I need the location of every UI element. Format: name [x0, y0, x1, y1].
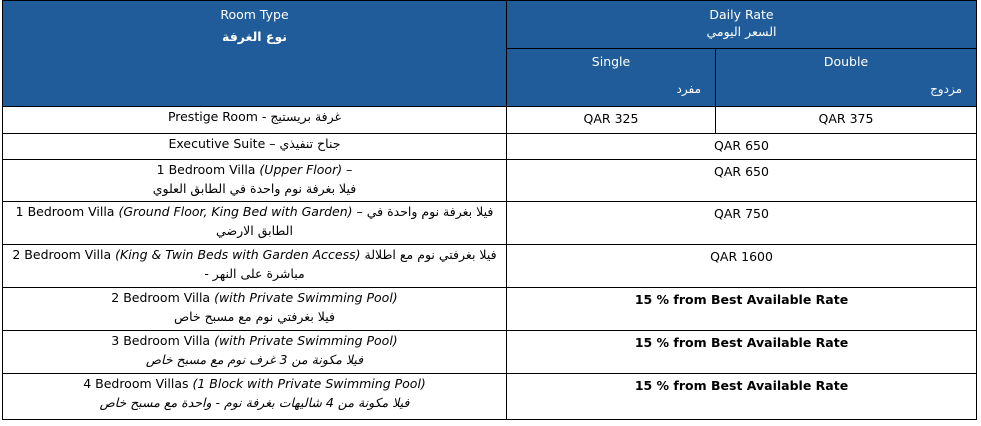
daily-rate-header-en: Daily Rate	[709, 7, 774, 22]
room-type-ar: فيلا بغرفتي نوم مع مسبح خاص	[173, 309, 335, 324]
room-type-ar: الطابق الارضي	[216, 223, 293, 238]
room-type-ar: مباشرة على النهر -	[204, 266, 305, 281]
room-type-cell	[3, 245, 507, 288]
rate-cell: QAR 650	[507, 160, 977, 202]
room-type-ar: فيلا مكونة من 4 شاليهات بغرفة نوم - واحدة مع مسبح خاص	[99, 395, 410, 410]
table-row	[3, 331, 977, 374]
room-type-en: 2 Bedroom Villa	[12, 247, 116, 262]
room-type-cell	[3, 160, 507, 202]
single-header-en: Single	[591, 54, 631, 69]
room-type-name: Prestige Room - غرفة بريستيج	[167, 109, 342, 124]
room-type-cell	[3, 331, 507, 374]
room-type-detail: (Ground Floor, King Bed with Garden)	[118, 204, 353, 219]
table-row	[3, 202, 977, 245]
room-type-en: 3 Bedroom Villa	[111, 333, 215, 348]
room-type-en: 4 Bedroom Villas	[83, 376, 193, 391]
rate-cell: QAR 650	[507, 134, 977, 160]
room-type-cell	[3, 202, 507, 245]
room-type-ar: فيلا مكونة من 3 غرف نوم مع مسبح خاص	[145, 352, 364, 367]
room-type-en: 1 Bedroom Villa	[15, 204, 119, 219]
table-row	[3, 245, 977, 288]
double-header-en: Double	[823, 54, 869, 69]
room-type-detail: (Upper Floor)	[259, 162, 343, 177]
room-type-header	[3, 1, 507, 107]
room-type-header-ar: نوع الغرفة	[222, 29, 287, 44]
double-header-ar: مزدوج	[930, 82, 962, 96]
room-type-cell	[3, 107, 507, 134]
rate-cell: 15 % from Best Available Rate	[507, 331, 977, 374]
room-type-detail: (with Private Swimming Pool)	[214, 333, 398, 348]
room-type-tail: –	[342, 162, 353, 177]
room-type-header-en: Room Type	[220, 7, 289, 22]
room-type-name: Executive Suite – جناح تنفيذي	[168, 136, 341, 151]
table-row	[3, 288, 977, 331]
room-type-cell	[3, 288, 507, 331]
room-type-ar: فيلا بغرفة نوم واحدة في الطابق العلوي	[152, 181, 357, 196]
table-row	[3, 160, 977, 202]
single-header	[507, 49, 716, 107]
rate-cell: QAR 750	[507, 202, 977, 245]
table-row	[3, 107, 977, 134]
room-type-detail: (with Private Swimming Pool)	[214, 290, 398, 305]
table-row	[3, 134, 977, 160]
room-type-detail: (King & Twin Beds with Garden Access)	[115, 247, 361, 262]
room-type-en: 2 Bedroom Villa	[111, 290, 215, 305]
double-header	[716, 49, 977, 107]
room-type-tail: – فيلا بغرفة نوم واحدة في	[352, 204, 494, 219]
room-type-detail: (1 Block with Private Swimming Pool)	[192, 376, 426, 391]
rate-cell: 15 % from Best Available Rate	[507, 288, 977, 331]
single-header-ar: مفرد	[676, 82, 701, 96]
double-rate-cell: QAR 375	[716, 107, 977, 134]
rate-cell: 15 % from Best Available Rate	[507, 374, 977, 420]
rate-cell: QAR 1600	[507, 245, 977, 288]
daily-rate-header-ar: السعر اليومي	[706, 24, 777, 39]
room-type-cell	[3, 374, 507, 420]
table-row	[3, 374, 977, 420]
header-row	[3, 1, 977, 49]
room-type-cell	[3, 134, 507, 160]
room-rates-table	[2, 0, 977, 420]
single-rate-cell: QAR 325	[507, 107, 716, 134]
room-type-tail: فيلا بغرفتي نوم مع اطلالة	[360, 247, 497, 262]
daily-rate-header	[507, 1, 977, 49]
room-type-en: 1 Bedroom Villa	[156, 162, 260, 177]
